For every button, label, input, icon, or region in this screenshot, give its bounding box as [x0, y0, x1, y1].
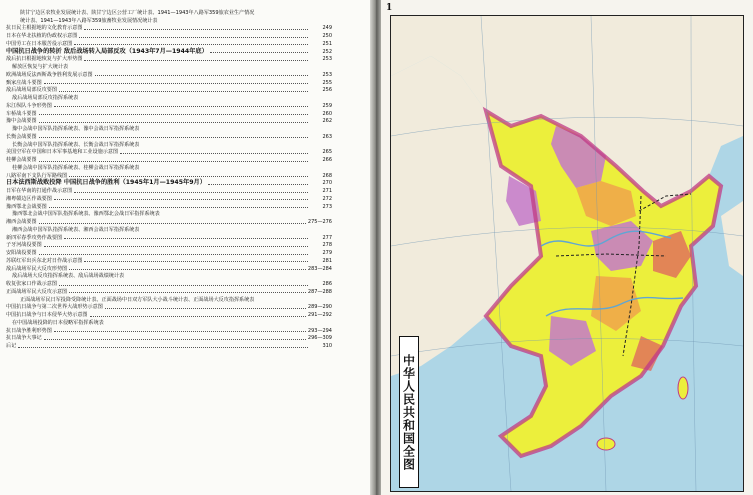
toc-entry: [6, 326, 332, 334]
toc-entry-title: 日军在华南的打通作战示意图: [6, 188, 73, 194]
toc-entry-title: 苏联红军出兵东北对日作战示意图: [6, 257, 83, 264]
toc-entry: [6, 279, 332, 287]
toc-entry: [6, 186, 332, 194]
toc-leader-dots: [49, 207, 308, 208]
toc-entry-page: 277: [322, 234, 332, 241]
toc-entry-page: 260: [322, 110, 332, 117]
toc-leader-dots: [44, 83, 308, 84]
toc-entry-title: 东江纵队斗争形势图: [6, 102, 52, 109]
toc-entry: [6, 334, 332, 342]
toc-entry-page: 296—309: [307, 335, 332, 342]
toc-entry: [6, 78, 332, 86]
toc-entry-title: 安阳战役要图: [6, 250, 37, 256]
toc-entry: [6, 248, 332, 256]
toc-leader-dots: [105, 308, 306, 309]
toc-entry: [6, 39, 332, 47]
toc-entry-page: 262: [322, 118, 332, 125]
toc-entry-title: 正面战场军民大反攻示意图: [6, 288, 68, 295]
toc-leader-dots: [39, 223, 306, 224]
toc-list: [6, 8, 332, 349]
toc-entry-title: 敌后战场局部反攻指挥系统表: [12, 95, 79, 101]
toc-entry-page: 249: [322, 25, 332, 32]
toc-entry-page: 252: [322, 48, 332, 55]
toc-entry-page: 281: [322, 257, 332, 264]
toc-entry: [6, 47, 332, 55]
toc-entry-page: 271: [322, 188, 332, 194]
toc-entry: [6, 241, 332, 249]
toc-leader-dots: [69, 292, 306, 293]
toc-entry-page: 263: [322, 133, 332, 140]
toc-entry-title: 长衡会战中国军队指挥系统表、长衡会战日军指挥系统表: [12, 141, 140, 148]
toc-leader-dots: [208, 184, 308, 185]
toc-entry-title: 日本法西斯战败投降 中国抗日战争的胜利（1945年1月—1945年9月）: [6, 179, 206, 187]
toc-leader-dots: [54, 106, 308, 107]
toc-entry-page: 266: [322, 157, 332, 163]
toc-entry-title: 子牙河战役要图: [6, 242, 42, 249]
toc-entry-title: 湘西会战中国军队指挥系统表、湘西会战日军指挥系统表: [12, 226, 140, 233]
toc-entry: [6, 124, 332, 132]
map-title: 中华人民共和国全图: [401, 353, 416, 471]
toc-entry: [6, 287, 332, 295]
toc-entry-title: 统计表、1941—1943年八路军359旅畜牧业发展情况统计表: [20, 17, 158, 24]
toc-entry-title: 敌后抗日根据地恢复与扩大形势图: [6, 56, 83, 63]
toc-entry-page: 270: [322, 180, 332, 187]
toc-entry-page: 253: [322, 56, 332, 63]
toc-entry: [6, 303, 332, 311]
toc-leader-dots: [39, 137, 308, 138]
toc-entry-title: 日本在华北扶植的伪政权示意图: [6, 33, 78, 39]
toc-entry: [6, 171, 332, 179]
toc-leader-dots: [84, 60, 308, 61]
toc-entry-title: 中国抗日战争的转折 敌后战场转入局部反攻（1943年7月—1944年底）: [6, 47, 208, 55]
toc-leader-dots: [90, 316, 306, 317]
toc-leader-dots: [69, 176, 308, 177]
map-title-box: [399, 336, 419, 488]
toc-entry-page: 255: [322, 79, 332, 86]
china-map: [390, 15, 744, 492]
toc-entry: [6, 295, 332, 303]
toc-entry: [6, 272, 332, 280]
toc-entry: [6, 163, 332, 171]
toc-entry: [6, 70, 332, 78]
toc-entry-page: 291—292: [307, 312, 332, 318]
toc-entry-title: 长衡会战要图: [6, 133, 37, 140]
toc-entry-title: 新四军春季攻势作战要图: [6, 234, 63, 241]
toc-entry: [6, 8, 332, 16]
toc-leader-dots: [74, 192, 308, 193]
toc-entry-title: 中国抗日战争与第二次世界大战形势示意图: [6, 304, 103, 311]
toc-entry-title: 湘粤赣边区作战要图: [6, 195, 52, 202]
toc-entry-title: 解放区恢复与扩大统计表: [12, 64, 69, 70]
toc-entry-title: 豫西鄂北会战中国军队指挥系统表、豫西鄂北会战日军指挥系统表: [12, 211, 160, 218]
toc-leader-dots: [79, 37, 308, 38]
toc-entry: [6, 264, 332, 272]
toc-entry-title: 欧洲战场反法西斯战争胜利发展示意图: [6, 71, 93, 78]
toc-leader-dots: [74, 44, 308, 45]
toc-entry-title: 在中国战场投降的日本侵略军指挥系统表: [12, 319, 104, 326]
toc-entry: [6, 179, 332, 187]
toc-entry: [6, 117, 332, 125]
toc-entry-title: 抗日战争大事记: [6, 335, 42, 342]
toc-leader-dots: [44, 246, 308, 247]
toc-entry-page: 283—284: [307, 265, 332, 272]
toc-entry-page: 279: [322, 250, 332, 256]
toc-entry: [6, 132, 332, 140]
toc-page: [0, 0, 376, 495]
toc-entry: [6, 310, 332, 318]
toc-leader-dots: [18, 347, 308, 348]
toc-entry: [6, 55, 332, 63]
toc-entry: [6, 93, 332, 101]
toc-entry-page: 293—294: [307, 327, 332, 334]
toc-entry-page: 289—290: [307, 304, 332, 311]
toc-entry: [6, 202, 332, 210]
toc-entry-title: 抗日战争胜利形势图: [6, 327, 52, 334]
toc-leader-dots: [39, 254, 308, 255]
toc-entry-title: 正面战场军民日军投降受降统计表、正面战场中日双方军队大小战斗统计表、正面战场大反攻指挥系统表: [20, 296, 255, 303]
toc-entry-page: 278: [322, 242, 332, 249]
toc-entry-page: 272: [322, 195, 332, 202]
toc-entry: [6, 318, 332, 326]
toc-entry-title: 敌后战场大反攻指挥系统表、敌后战场战绩统计表: [12, 273, 125, 280]
toc-entry: [6, 31, 332, 39]
toc-entry-page: 268: [322, 172, 332, 179]
toc-leader-dots: [210, 52, 308, 53]
toc-entry-title: 收复张家口作战示意图: [6, 281, 57, 287]
toc-entry-title: 美国空军在中国和日本军事基地和工业设施示意图: [6, 149, 119, 156]
toc-entry-title: 后记: [6, 343, 17, 349]
toc-entry: [6, 16, 332, 24]
toc-entry-page: 251: [322, 40, 332, 47]
toc-entry-title: 湘西会战要图: [6, 219, 37, 225]
toc-leader-dots: [59, 285, 308, 286]
toc-entry-page: 256: [322, 87, 332, 94]
taiwan-island: [678, 377, 688, 399]
toc-leader-dots: [39, 114, 308, 115]
toc-leader-dots: [69, 269, 306, 270]
toc-entry-title: 车桥战斗要图: [6, 110, 37, 117]
toc-leader-dots: [54, 331, 306, 332]
toc-entry-page: 273: [322, 203, 332, 210]
toc-leader-dots: [39, 122, 308, 123]
toc-entry-page: 275—276: [307, 219, 332, 225]
toc-entry: [6, 148, 332, 156]
toc-entry: [6, 140, 332, 148]
toc-entry-title: 敌后战场军民大反攻形势图: [6, 265, 68, 272]
toc-entry-title: 中国抗日战争与日本侵华大势示意图: [6, 312, 88, 318]
toc-leader-dots: [120, 153, 308, 154]
toc-leader-dots: [84, 29, 308, 30]
toc-entry: [6, 62, 332, 70]
toc-entry-title: 中国劳工在日本服苦役示意图: [6, 40, 73, 47]
toc-leader-dots: [44, 339, 306, 340]
toc-entry-title: 八路军南下支队行军路线图: [6, 172, 68, 179]
toc-entry-title: 豫中会战要图: [6, 118, 37, 125]
toc-entry-title: 甄家庄战斗要图: [6, 79, 42, 86]
toc-entry-page: 259: [322, 102, 332, 109]
map-page: [381, 0, 753, 495]
toc-leader-dots: [95, 75, 308, 76]
toc-entry: [6, 217, 332, 225]
toc-entry-page: 253: [322, 71, 332, 78]
page-number: 1: [386, 3, 393, 13]
toc-entry-page: 287—288: [307, 288, 332, 295]
toc-entry: [6, 155, 332, 163]
toc-entry: [6, 225, 332, 233]
toc-entry-page: 265: [322, 149, 332, 156]
toc-entry: [6, 194, 332, 202]
toc-entry: [6, 341, 332, 349]
map-graphic: [391, 16, 743, 491]
toc-entry-page: 310: [322, 343, 332, 349]
toc-leader-dots: [64, 238, 308, 239]
toc-leader-dots: [59, 91, 308, 92]
toc-entry: [6, 256, 332, 264]
toc-entry: [6, 24, 332, 32]
toc-entry: [6, 109, 332, 117]
hainan-island: [597, 438, 615, 450]
toc-entry-title: 豫中会战中国军队指挥系统表、豫中会战日军指挥系统表: [12, 126, 140, 132]
toc-entry: [6, 210, 332, 218]
toc-entry-title: 陕甘宁边区农牧业发展统计表、陕甘宁边区公营工厂统计表、1941—1943年八路军359旅农业生产情况: [20, 9, 255, 16]
toc-entry-page: 286: [322, 281, 332, 287]
toc-leader-dots: [39, 161, 308, 162]
toc-leader-dots: [54, 199, 308, 200]
toc-entry-title: 桂柳会战要图: [6, 157, 37, 163]
toc-entry: [6, 86, 332, 94]
toc-entry-title: 敌后战场局部反攻要图: [6, 87, 57, 94]
toc-entry-page: 250: [322, 33, 332, 39]
toc-leader-dots: [84, 261, 308, 262]
toc-entry-title: 桂柳会战中国军队指挥系统表、桂柳会战日军指挥系统表: [12, 164, 140, 171]
toc-entry: [6, 233, 332, 241]
toc-entry-title: 抗日民主根据地的文化教育示意图: [6, 25, 83, 32]
toc-entry: [6, 101, 332, 109]
toc-entry-title: 豫西鄂北会战要图: [6, 203, 47, 210]
